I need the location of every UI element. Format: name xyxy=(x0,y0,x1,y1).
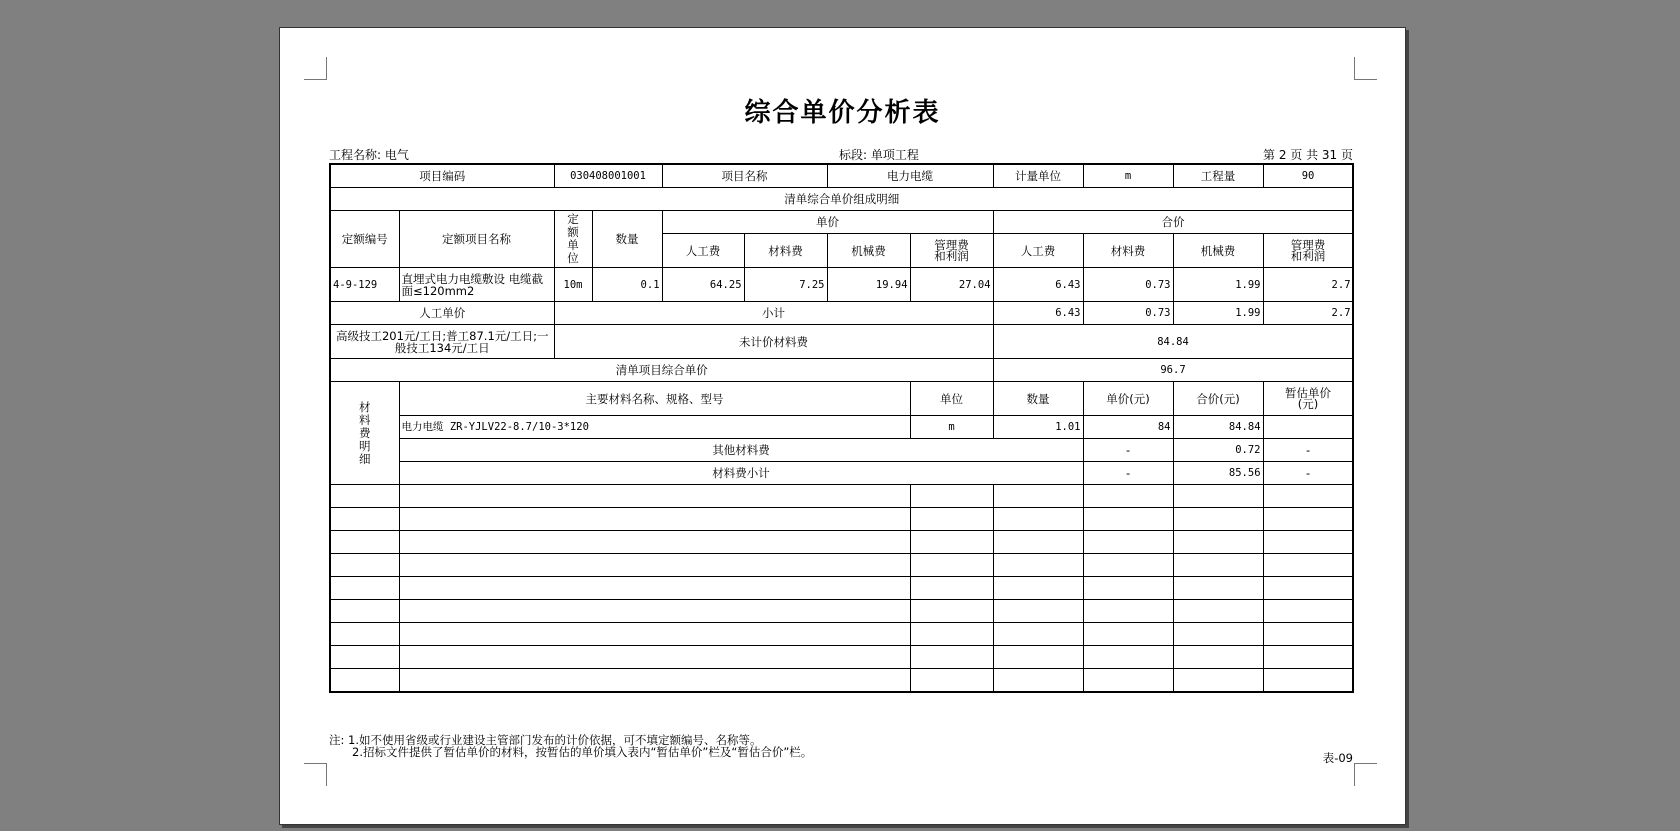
material-name-col: 主要材料名称、规格、型号 xyxy=(399,382,910,416)
material-subtotal-label: 材料费小计 xyxy=(399,462,1083,485)
material-qty-col: 数量 xyxy=(993,382,1083,416)
subtotal-labor: 6.43 xyxy=(993,302,1083,325)
material-subtotal-total: 85.56 xyxy=(1173,462,1263,485)
col-quota-no: 定额编号 xyxy=(330,211,399,268)
other-material-est: - xyxy=(1263,439,1353,462)
material-price: 84 xyxy=(1083,416,1173,439)
table-row-material-subtotal xyxy=(330,462,1353,485)
t-mgmt: 2.7 xyxy=(1263,268,1353,302)
material-subtotal-price: - xyxy=(1083,462,1173,485)
crop-mark-bottom-left xyxy=(304,763,327,786)
labor-rates: 高级技工201元/工日;普工87.1元/工日;一般技工134元/工日 xyxy=(330,325,554,359)
table-row-other-material xyxy=(330,439,1353,462)
code-value: 030408001001 xyxy=(554,164,662,188)
other-material-label: 其他材料费 xyxy=(399,439,1083,462)
col-quota-unit: 定额单位 xyxy=(554,211,592,268)
composite-value: 96.7 xyxy=(993,359,1353,382)
t-labor: 6.43 xyxy=(993,268,1083,302)
material-total-col: 合价(元) xyxy=(1173,382,1263,416)
col-unit-price: 单价 xyxy=(662,211,993,234)
table-row-empty xyxy=(330,669,1353,693)
u-mgmt: 27.04 xyxy=(910,268,993,302)
subtotal-material: 0.73 xyxy=(1083,302,1173,325)
quota-qty: 0.1 xyxy=(592,268,662,302)
material-price-col: 单价(元) xyxy=(1083,382,1173,416)
crop-mark-top-left xyxy=(304,57,327,80)
unpriced-value: 84.84 xyxy=(993,325,1353,359)
u-material: 7.25 xyxy=(744,268,827,302)
material-subtotal-est: - xyxy=(1263,462,1353,485)
table-row-empty xyxy=(330,623,1353,646)
footnote xyxy=(329,734,812,758)
unit-value: m xyxy=(1083,164,1173,188)
table-row xyxy=(330,268,1353,302)
composite-label: 清单项目综合单价 xyxy=(330,359,993,382)
project-name: 工程名称: 电气 xyxy=(329,148,409,162)
name-value: 电力电缆 xyxy=(827,164,993,188)
material-unit-col: 单位 xyxy=(910,382,993,416)
table-row-empty xyxy=(330,554,1353,577)
subtotal-label: 小计 xyxy=(554,302,993,325)
name-label: 项目名称 xyxy=(662,164,827,188)
col-quantity: 数量 xyxy=(592,211,662,268)
col-t-labor: 人工费 xyxy=(993,234,1083,268)
table-row-subtotal xyxy=(330,302,1353,325)
quota-no: 4-9-129 xyxy=(330,268,399,302)
subtotal-mgmt: 2.7 xyxy=(1263,302,1353,325)
col-t-mgmt: 管理费和利润 xyxy=(1263,234,1353,268)
unpriced-label: 未计价材料费 xyxy=(554,325,993,359)
page-number: 第 2 页 共 31 页 xyxy=(1263,148,1353,162)
table-row-empty xyxy=(330,600,1353,623)
col-u-mgmt: 管理费和利润 xyxy=(910,234,993,268)
table-row-empty xyxy=(330,508,1353,531)
report-page xyxy=(279,27,1406,825)
quota-name: 直埋式电力电缆敷设 电缆截面≤120mm2 xyxy=(399,268,554,302)
col-t-machine: 机械费 xyxy=(1173,234,1263,268)
table-row-detail-title xyxy=(330,188,1353,211)
qty-label: 工程量 xyxy=(1173,164,1263,188)
crop-mark-top-right xyxy=(1354,57,1377,80)
other-material-total: 0.72 xyxy=(1173,439,1263,462)
section-name: 标段: 单项工程 xyxy=(839,148,919,162)
t-machine: 1.99 xyxy=(1173,268,1263,302)
t-material: 0.73 xyxy=(1083,268,1173,302)
analysis-table xyxy=(329,163,1354,693)
material-est-price xyxy=(1263,416,1353,439)
table-row-item xyxy=(330,164,1353,188)
detail-title: 清单综合单价组成明细 xyxy=(330,188,1353,211)
col-quota-name: 定额项目名称 xyxy=(399,211,554,268)
material-side-label: 材料费明细 xyxy=(330,382,399,485)
material-total: 84.84 xyxy=(1173,416,1263,439)
unit-label: 计量单位 xyxy=(993,164,1083,188)
table-row-empty xyxy=(330,531,1353,554)
material-unit: m xyxy=(910,416,993,439)
material-qty: 1.01 xyxy=(993,416,1083,439)
crop-mark-bottom-right xyxy=(1354,763,1377,786)
table-row-unpriced xyxy=(330,325,1353,359)
col-total-price: 合价 xyxy=(993,211,1353,234)
qty-value: 90 xyxy=(1263,164,1353,188)
table-row-col-header-1 xyxy=(330,211,1353,234)
subtotal-machine: 1.99 xyxy=(1173,302,1263,325)
table-row-empty xyxy=(330,577,1353,600)
footnote-line-1: 注: 1.如不使用省级或行业建设主管部门发布的计价依据，可不填定额编号、名称等。 xyxy=(329,733,762,747)
material-name: 电力电缆 ZR-YJLV22-8.7/10-3*120 xyxy=(399,416,910,439)
code-label: 项目编码 xyxy=(330,164,554,188)
table-row-empty xyxy=(330,646,1353,669)
col-u-material: 材料费 xyxy=(744,234,827,268)
material-est-price-col: 暂估单价(元) xyxy=(1263,382,1353,416)
table-row-empty xyxy=(330,485,1353,508)
col-u-machine: 机械费 xyxy=(827,234,910,268)
other-material-price: - xyxy=(1083,439,1173,462)
page-title: 综合单价分析表 xyxy=(744,98,941,128)
table-row-material-header xyxy=(330,382,1353,416)
col-t-material: 材料费 xyxy=(1083,234,1173,268)
col-u-labor: 人工费 xyxy=(662,234,744,268)
table-row xyxy=(330,416,1353,439)
u-labor: 64.25 xyxy=(662,268,744,302)
u-machine: 19.94 xyxy=(827,268,910,302)
table-row-composite xyxy=(330,359,1353,382)
footnote-line-2: 2.招标文件提供了暂估单价的材料，按暂估的单价填入表内“暂估单价”栏及“暂估合价”栏。 xyxy=(352,745,813,759)
form-number: 表-09 xyxy=(1322,751,1353,765)
quota-unit: 10m xyxy=(554,268,592,302)
labor-price-label: 人工单价 xyxy=(330,302,554,325)
